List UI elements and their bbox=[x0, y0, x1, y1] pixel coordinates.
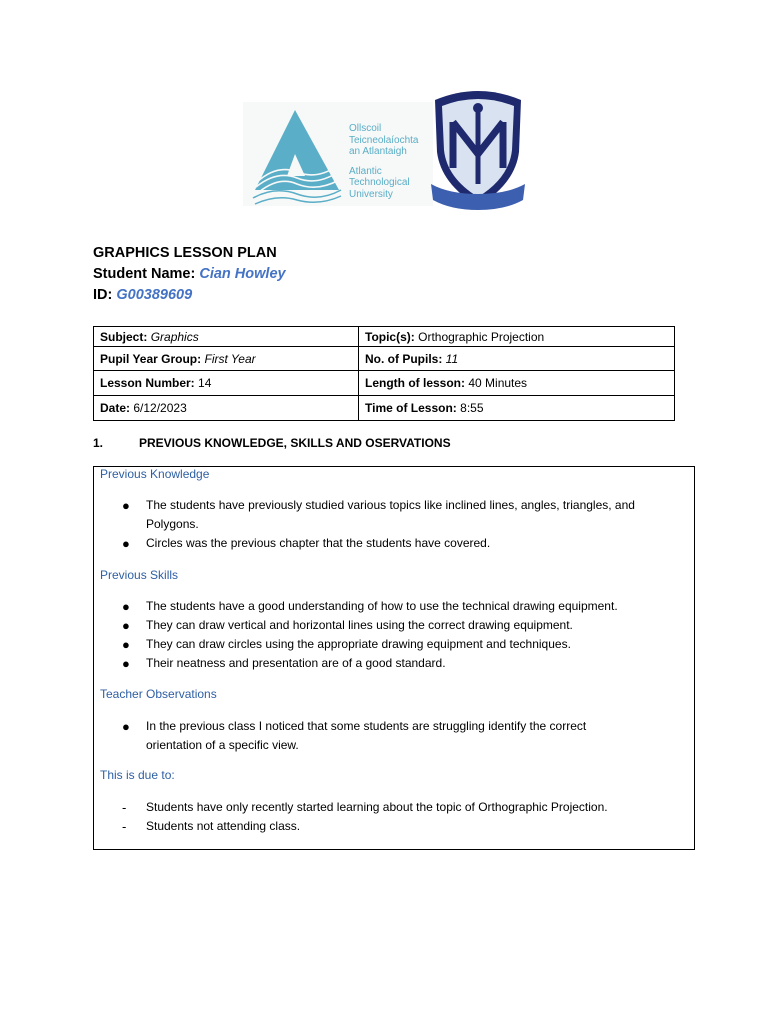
student-name-value: Cian Howley bbox=[199, 266, 286, 282]
document-title: GRAPHICS LESSON PLAN bbox=[93, 245, 277, 261]
atu-text-line: Atlantic bbox=[349, 165, 382, 177]
bullet-icon: ● bbox=[122, 719, 130, 734]
list-item-text: They can draw vertical and horizontal lines using the correct drawing equipment. bbox=[146, 618, 573, 632]
lesson-length-label: Length of lesson: bbox=[365, 376, 465, 390]
lesson-time-label: Time of Lesson: bbox=[365, 401, 457, 415]
section-title: PREVIOUS KNOWLEDGE, SKILLS AND OSERVATIONS bbox=[139, 436, 451, 450]
date-label: Date: bbox=[100, 401, 131, 415]
dash-icon: - bbox=[122, 819, 127, 834]
list-item-text: orientation of a specific view. bbox=[146, 738, 299, 752]
lesson-length-value: 40 Minutes bbox=[468, 376, 528, 390]
previous-skills-heading: Previous Skills bbox=[100, 568, 179, 582]
topic-label: Topic(s): bbox=[365, 329, 415, 344]
list-item-text: In the previous class I noticed that some students are struggling identify the correct bbox=[146, 719, 587, 733]
list-item-text: Polygons. bbox=[146, 517, 199, 531]
student-id-value: G00389609 bbox=[116, 287, 193, 303]
list-item-text: The students have a good understanding of how to use the technical drawing equipment. bbox=[146, 599, 618, 613]
section-number: 1. bbox=[93, 436, 104, 450]
list-item-text: Students have only recently started learning about the topic of Orthographic Projection. bbox=[146, 800, 608, 814]
section-heading bbox=[93, 436, 451, 450]
table-row bbox=[94, 327, 675, 347]
list-item bbox=[122, 798, 686, 817]
atu-wordmark bbox=[349, 123, 419, 201]
student-name-line bbox=[93, 266, 286, 282]
previous-knowledge-box bbox=[93, 466, 695, 850]
lesson-time-value: 8:55 bbox=[460, 401, 484, 415]
topic-cell bbox=[359, 327, 675, 347]
year-group-label: Pupil Year Group: bbox=[100, 351, 202, 366]
subject-label: Subject: bbox=[100, 329, 148, 344]
table-row bbox=[94, 347, 675, 371]
bullet-icon: ● bbox=[122, 536, 130, 551]
subject-cell bbox=[94, 327, 359, 347]
year-group-cell bbox=[94, 347, 359, 371]
list-item-text: Circles was the previous chapter that the students have covered. bbox=[146, 536, 491, 550]
lesson-time-cell bbox=[359, 396, 675, 421]
atu-text-line: University bbox=[349, 188, 393, 200]
table-row bbox=[94, 396, 675, 421]
lesson-number-cell bbox=[94, 371, 359, 396]
pupils-cell bbox=[359, 347, 675, 371]
list-item bbox=[122, 597, 686, 616]
bullet-icon: ● bbox=[122, 618, 130, 633]
school-crest-icon bbox=[429, 86, 527, 221]
list-item-text: Their neatness and presentation are of a good standard. bbox=[146, 656, 446, 670]
teacher-observations-heading: Teacher Observations bbox=[100, 687, 217, 701]
list-item bbox=[122, 717, 686, 755]
lesson-number-value: 14 bbox=[198, 376, 212, 390]
list-item-text: The students have previously studied various topics like inclined lines, angles, triangles, and bbox=[146, 498, 635, 512]
lesson-number-label: Lesson Number: bbox=[100, 376, 195, 390]
student-name-label: Student Name: bbox=[93, 266, 196, 282]
subject-value: Graphics bbox=[150, 329, 199, 344]
bullet-icon: ● bbox=[122, 498, 130, 513]
pupils-label: No. of Pupils: bbox=[365, 351, 443, 366]
list-item-text: Students not attending class. bbox=[146, 819, 301, 833]
list-item bbox=[122, 817, 686, 836]
table-row bbox=[94, 371, 675, 396]
list-item-text: They can draw circles using the appropriate drawing equipment and techniques. bbox=[146, 637, 571, 651]
atu-text-line: an Atlantaigh bbox=[349, 146, 407, 158]
due-to-heading: This is due to: bbox=[100, 768, 175, 782]
year-group-value: First Year bbox=[204, 351, 256, 366]
list-item bbox=[122, 616, 686, 635]
dash-icon: - bbox=[122, 800, 127, 815]
atu-logo bbox=[243, 102, 433, 206]
date-cell bbox=[94, 396, 359, 421]
lesson-length-cell bbox=[359, 371, 675, 396]
student-id-line bbox=[93, 287, 192, 303]
date-value: 6/12/2023 bbox=[133, 401, 187, 415]
pupils-value: 11 bbox=[445, 351, 459, 366]
bullet-icon: ● bbox=[122, 637, 130, 652]
bullet-icon: ● bbox=[122, 599, 130, 614]
list-item bbox=[122, 534, 686, 553]
logos bbox=[243, 86, 528, 221]
student-id-label: ID: bbox=[93, 287, 113, 303]
lesson-info-table bbox=[93, 326, 675, 421]
list-item bbox=[122, 654, 686, 673]
school-crest bbox=[429, 86, 527, 221]
atu-text-line: Teicneolaíochta bbox=[349, 134, 419, 146]
topic-value: Orthographic Projection bbox=[418, 329, 545, 344]
list-item bbox=[122, 635, 686, 654]
atu-text-line: Technological bbox=[349, 177, 410, 189]
bullet-icon: ● bbox=[122, 656, 130, 671]
atu-text-line: Ollscoil bbox=[349, 123, 382, 134]
previous-knowledge-heading: Previous Knowledge bbox=[100, 467, 210, 481]
list-item bbox=[122, 496, 686, 534]
